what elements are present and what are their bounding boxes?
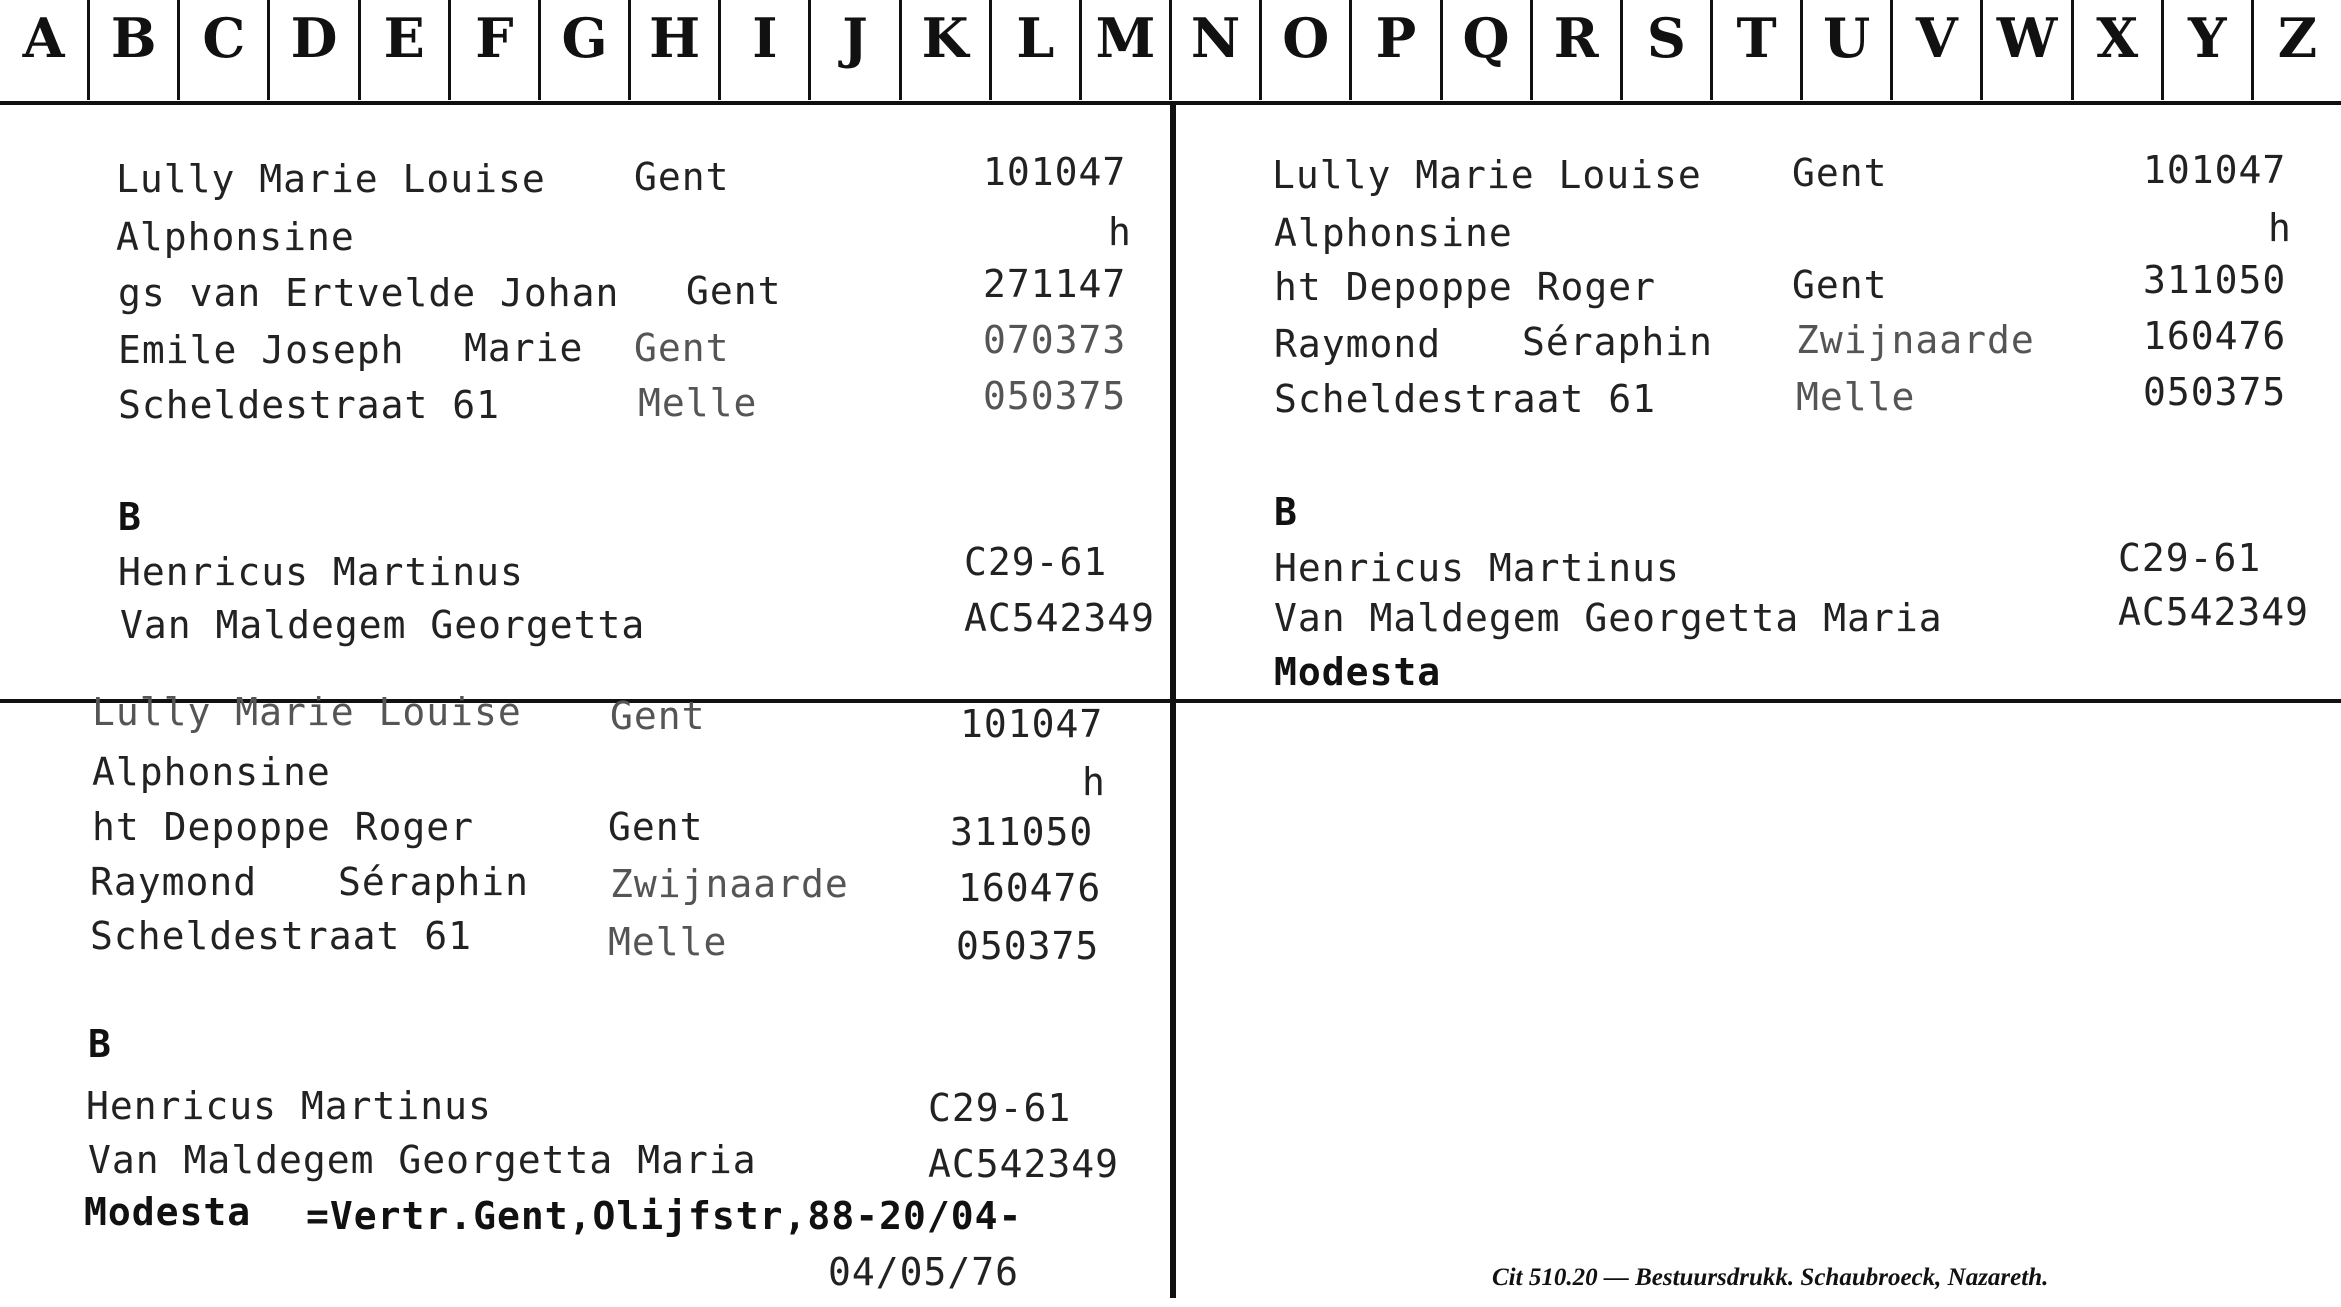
- alphabet-letter-n: N: [1169, 0, 1259, 100]
- card3-first-names: Raymond: [90, 860, 258, 904]
- alphabet-index-bar: [0, 0, 2341, 100]
- alphabet-letter-u: U: [1800, 0, 1890, 100]
- card3-section-letter: B: [88, 1022, 112, 1066]
- alphabet-letter-k: K: [899, 0, 989, 100]
- alphabet-letter-i: I: [718, 0, 808, 100]
- alphabet-letter-a: A: [22, 6, 65, 70]
- card1-first-number: 070373: [983, 318, 1127, 362]
- card3-spouse: ht Depoppe Roger: [92, 805, 475, 849]
- card2-first-number: 160476: [2143, 314, 2287, 358]
- card3-number: 101047: [960, 702, 1104, 746]
- card2-spouse: ht Depoppe Roger: [1274, 265, 1657, 309]
- card1-parent-1-code: C29-61: [964, 540, 1108, 584]
- card3-parent-2: Van Maldegem Georgetta Maria: [88, 1138, 757, 1182]
- card1-section-letter: B: [118, 495, 142, 539]
- card3-parent-1: Henricus Martinus: [86, 1084, 492, 1128]
- card2-parent-1: Henricus Martinus: [1274, 546, 1680, 590]
- card1-parent-1: Henricus Martinus: [118, 550, 524, 594]
- card2-address-number: 050375: [2143, 370, 2287, 414]
- alphabet-letter-y: Y: [2161, 0, 2251, 100]
- alphabet-letter-o: O: [1259, 0, 1349, 100]
- card1-address-city: Melle: [638, 381, 758, 425]
- printer-imprint: Cit 510.20 — Bestuursdrukk. Schaubroeck, Nazareth.: [1492, 1264, 2049, 1291]
- card2-number: 101047: [2143, 148, 2287, 192]
- card3-spouse-number: 311050: [950, 810, 1094, 854]
- card3-address-number: 050375: [956, 924, 1100, 968]
- card3-first-names-2: Séraphin: [338, 860, 530, 904]
- alphabet-letter-b: B: [87, 0, 177, 100]
- alphabet-letter-h: H: [628, 0, 718, 100]
- card1-name: Lully Marie Louise: [116, 157, 546, 201]
- alphabet-letter-p: P: [1349, 0, 1439, 100]
- card3-parent-1-code: C29-61: [928, 1086, 1072, 1130]
- card3-address-city: Melle: [608, 920, 728, 964]
- card3-date: 04/05/76: [828, 1250, 1020, 1294]
- alphabet-letter-s: S: [1620, 0, 1710, 100]
- card2-address-city: Melle: [1796, 375, 1916, 419]
- card3-first-place: Zwijnaarde: [610, 862, 849, 906]
- card1-first-names: Emile Joseph: [118, 328, 405, 372]
- card3-mark: h: [1082, 760, 1106, 804]
- alphabet-letter-r: R: [1530, 0, 1620, 100]
- card2-place: Gent: [1792, 151, 1888, 195]
- card2-first-names: Raymond: [1274, 322, 1442, 366]
- card3-parent-2-code: AC542349: [928, 1142, 1120, 1186]
- card1-parent-2-code: AC542349: [964, 596, 1156, 640]
- alphabet-letter-g: G: [538, 0, 628, 100]
- card2-mark: h: [2268, 206, 2292, 250]
- alphabet-letter-x: X: [2071, 0, 2161, 100]
- card1-place: Gent: [634, 155, 730, 199]
- card2-spouse-number: 311050: [2143, 258, 2287, 302]
- alphabet-letter-e: E: [358, 0, 448, 100]
- card2-first-place: Zwijnaarde: [1796, 318, 2035, 362]
- card1-spouse-place: Gent: [686, 269, 782, 313]
- card2-parent-2: Van Maldegem Georgetta Maria: [1274, 596, 1943, 640]
- alphabet-letter-c: C: [177, 0, 267, 100]
- alphabet-letter-f: F: [448, 0, 538, 100]
- card3-spouse-place: Gent: [608, 805, 704, 849]
- card2-first-names-2: Séraphin: [1522, 320, 1714, 364]
- card1-first-place: Gent: [634, 326, 730, 370]
- card1-mark: h: [1108, 210, 1132, 254]
- alphabet-letter-t: T: [1710, 0, 1800, 100]
- card3-address: Scheldestraat 61: [90, 914, 473, 958]
- alphabet-letter-l: L: [989, 0, 1079, 100]
- card2-parent-1-code: C29-61: [2118, 536, 2262, 580]
- card3-parent-2-cont: Modesta: [84, 1190, 252, 1234]
- card2-parent-2-cont: Modesta: [1274, 650, 1442, 694]
- card3-name: Lully Marie Louise: [92, 690, 522, 734]
- alphabet-letter-q: Q: [1440, 0, 1530, 100]
- alphabet-letter-v: V: [1890, 0, 1980, 100]
- card1-parent-2: Van Maldegem Georgetta: [120, 603, 646, 647]
- card3-given-name: Alphonsine: [92, 750, 331, 794]
- alphabet-letter-m: M: [1079, 0, 1169, 100]
- card1-number: 101047: [983, 150, 1127, 194]
- alphabet-letter-z: Z: [2251, 0, 2341, 100]
- card1-address: Scheldestraat 61: [118, 383, 501, 427]
- card1-address-number: 050375: [983, 374, 1127, 418]
- card1-first-names-2: Marie: [464, 326, 584, 370]
- alphabet-letter-w: W: [1980, 0, 2070, 100]
- card1-spouse: gs van Ertvelde Johan: [118, 271, 620, 315]
- card1-given-name: Alphonsine: [116, 215, 355, 259]
- card3-place: Gent: [610, 694, 706, 738]
- alphabet-letter-d: D: [267, 0, 357, 100]
- card2-spouse-place: Gent: [1792, 263, 1888, 307]
- card1-spouse-number: 271147: [983, 262, 1127, 306]
- card2-parent-2-code: AC542349: [2118, 590, 2310, 634]
- card2-section-letter: B: [1274, 490, 1298, 534]
- alphabet-letter-j: J: [808, 0, 898, 100]
- card2-address: Scheldestraat 61: [1274, 377, 1657, 421]
- card2-name: Lully Marie Louise: [1272, 153, 1702, 197]
- card3-first-number: 160476: [958, 866, 1102, 910]
- card3-representative-note: =Vertr.Gent,Olijfstr,88-20/04-: [306, 1194, 1023, 1238]
- card2-given-name: Alphonsine: [1274, 211, 1513, 255]
